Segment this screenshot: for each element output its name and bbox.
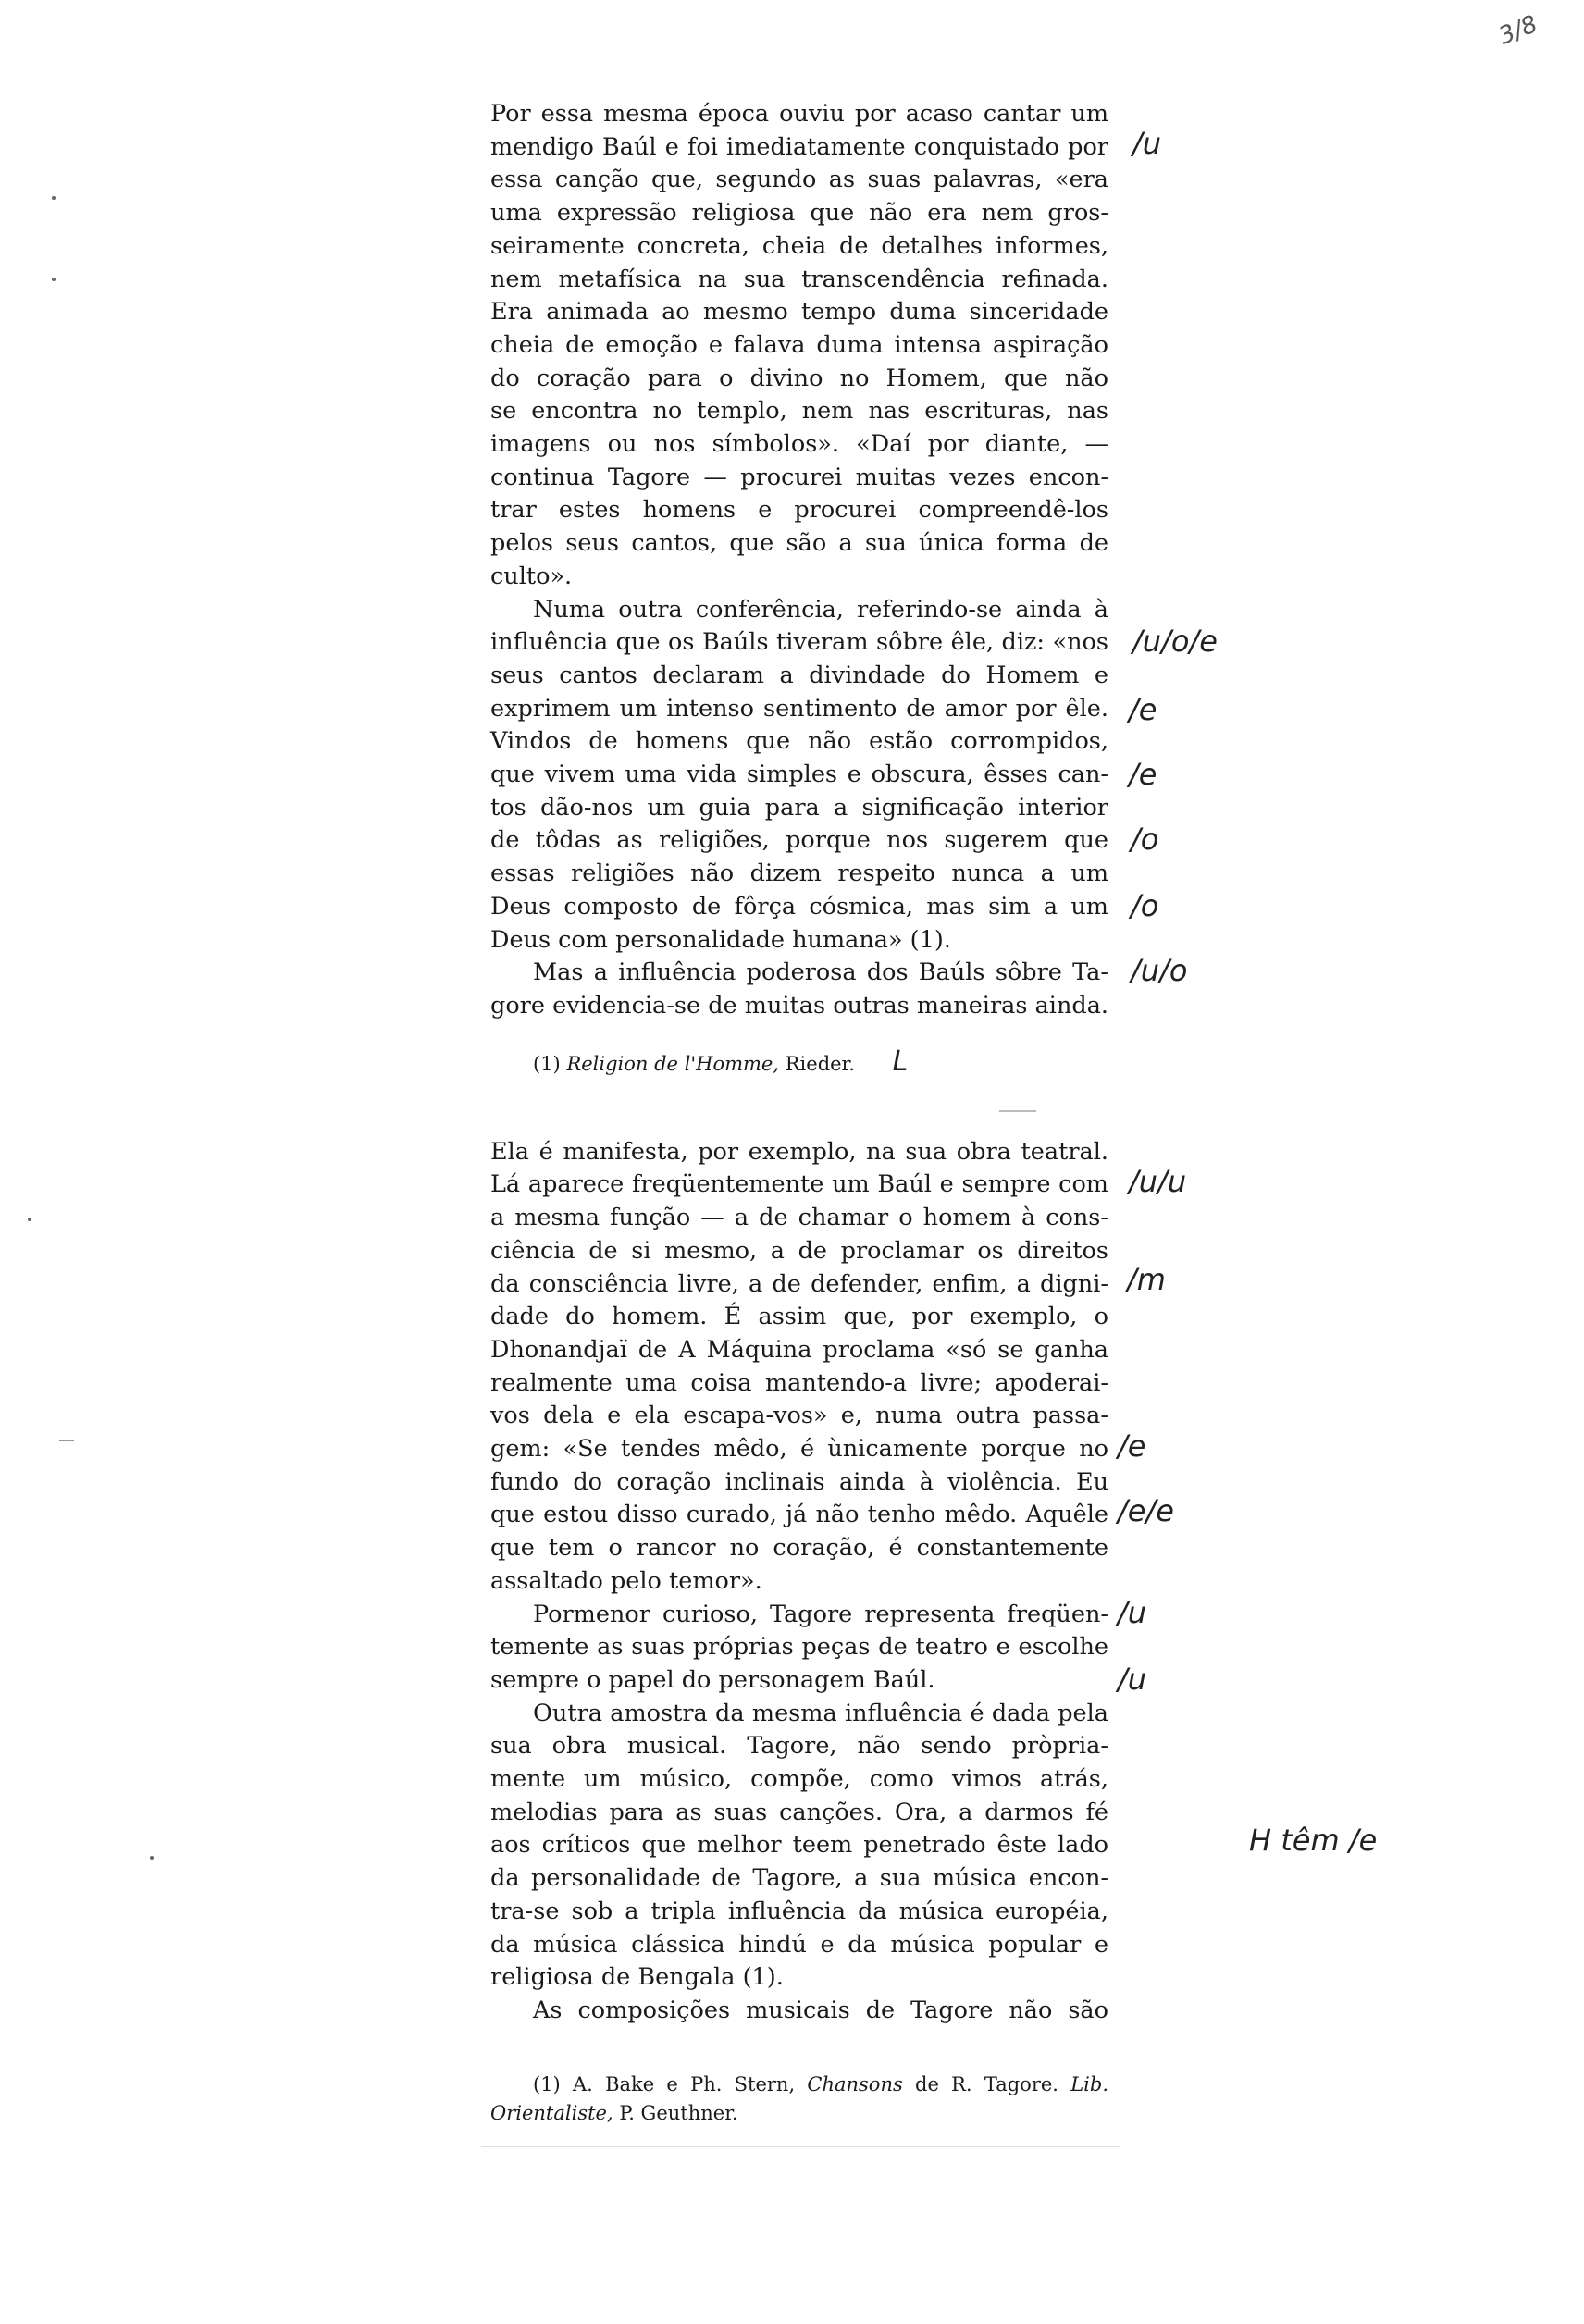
- scan-speck: [28, 1218, 31, 1221]
- handwritten-margin-mark: /o: [1131, 822, 1159, 857]
- text-line: continua Tagore — procurei muitas vezes encon-: [490, 463, 1108, 491]
- text-line: melodias para as suas canções. Ora, a darmos fé: [490, 1798, 1108, 1826]
- text-line: Mas a influência poderosa dos Baúls sôbre Ta-: [533, 958, 1108, 987]
- text-line: trar estes homens e procurei compreendê-los: [490, 496, 1108, 525]
- paragraph-block-1: [490, 98, 1108, 1023]
- text-line: Lá aparece freqüentemente um Baúl e sempre com: [490, 1170, 1108, 1199]
- text-line: que vivem uma vida simples e obscura, êsses can-: [490, 760, 1108, 789]
- text-line: religiosa de Bengala (1).: [490, 1963, 784, 1992]
- text-line: Pormenor curioso, Tagore representa freqüen-: [533, 1600, 1108, 1628]
- text-line: seus cantos declaram a divindade do Homem e: [490, 661, 1108, 689]
- text-line: temente as suas próprias peças de teatro e escolhe: [490, 1633, 1108, 1662]
- footnote-2: [490, 2071, 1108, 2128]
- footnote-text: de R. Tagore.: [915, 2072, 1058, 2095]
- footnote-italic: Orientaliste,: [490, 2101, 613, 2124]
- text-line: seiramente concreta, cheia de detalhes informes,: [490, 231, 1108, 260]
- scan-speck: [52, 278, 56, 281]
- text-line: sua obra musical. Tagore, não sendo pròpria-: [490, 1732, 1108, 1761]
- text-line: aos críticos que melhor teem penetrado êste lado: [490, 1831, 1108, 1860]
- text-line: Ela é manifesta, por exemplo, na sua obra teatral.: [490, 1137, 1108, 1166]
- text-line: sempre o papel do personagem Baúl.: [490, 1665, 935, 1694]
- text-line: de tôdas as religiões, porque nos sugerem que: [490, 826, 1108, 855]
- footnote-title: Religion de l'Homme,: [566, 1052, 780, 1075]
- text-line: Era animada ao mesmo tempo duma sinceridade: [490, 298, 1108, 327]
- text-line: assaltado pelo temor».: [490, 1566, 762, 1595]
- handwritten-margin-mark: /e/e: [1118, 1493, 1174, 1528]
- handwritten-margin-mark: /e: [1129, 757, 1157, 792]
- text-line: exprimem um intenso sentimento de amor por êle.: [490, 694, 1108, 723]
- text-line: essas religiões não dizem respeito nunca a um: [490, 859, 1108, 888]
- text-line: mendigo Baúl e foi imediatamente conquistado por: [490, 132, 1108, 161]
- text-line: da consciência livre, a de defender, enfim, a digni-: [490, 1269, 1108, 1298]
- handwritten-margin-mark: /u: [1132, 126, 1162, 161]
- text-line: nem metafísica na sua transcendência refinada.: [490, 265, 1108, 293]
- text-line: gore evidencia-se de muitas outras maneiras ainda.: [490, 991, 1108, 1020]
- handwritten-margin-mark: /u/u: [1129, 1164, 1187, 1199]
- text-line: Por essa mesma época ouviu por acaso cantar um: [490, 100, 1108, 128]
- text-line: uma expressão religiosa que não era nem gros-: [490, 199, 1108, 228]
- handwritten-margin-mark: /u: [1118, 1662, 1147, 1697]
- text-line: realmente uma coisa mantendo-a livre; apoderai-: [490, 1368, 1108, 1397]
- text-line: imagens ou nos símbolos». «Daí por diante, —: [490, 430, 1108, 459]
- text-line: Vindos de homens que não estão corrompidos,: [490, 727, 1108, 756]
- scan-speck: [150, 1856, 154, 1860]
- text-line: Dhonandjaï de A Máquina proclama «só se ganha: [490, 1335, 1108, 1364]
- handwritten-margin-mark: H têm /e: [1249, 1823, 1378, 1858]
- text-column: [490, 98, 1108, 2128]
- handwritten-margin-mark: /u/o/e: [1132, 624, 1218, 659]
- text-line: gem: «Se tendes mêdo, é ùnicamente porque no: [490, 1435, 1108, 1464]
- footnote-italic: Lib.: [1070, 2072, 1108, 2095]
- text-line: ciência de si mesmo, a de proclamar os direitos: [490, 1236, 1108, 1265]
- text-line: do coração para o divino no Homem, que não: [490, 364, 1108, 392]
- text-line: culto».: [490, 562, 573, 590]
- handwritten-margin-mark: /u/o: [1131, 953, 1188, 988]
- text-line: cheia de emoção e falava duma intensa aspiração: [490, 330, 1108, 359]
- scan-speck: [52, 196, 56, 200]
- footnote-ref: (1) A. Bake e Ph. Stern,: [533, 2072, 796, 2095]
- text-line: se encontra no templo, nem nas escrituras, nas: [490, 397, 1108, 426]
- text-line: vos dela e ela escapa-vos» e, numa outra passa-: [490, 1402, 1108, 1430]
- text-line: dade do homem. É assim que, por exemplo, o: [490, 1303, 1108, 1331]
- text-line: a mesma função — a de chamar o homem à cons-: [490, 1204, 1108, 1232]
- corner-annotation: 3/8: [1494, 10, 1541, 51]
- handwritten-margin-mark: /e: [1129, 692, 1157, 727]
- handwritten-margin-mark: /e: [1118, 1428, 1146, 1464]
- text-line: Outra amostra da mesma influência é dada pela: [533, 1699, 1108, 1727]
- text-line: essa canção que, segundo as suas palavras, «era: [490, 166, 1108, 194]
- handwritten-margin-mark: /m: [1127, 1262, 1166, 1297]
- text-line: Numa outra conferência, referindo-se ainda à: [533, 595, 1108, 624]
- footnote-text: P. Geuthner.: [619, 2101, 738, 2124]
- text-line: da música clássica hindú e da música popular e: [490, 1930, 1108, 1959]
- text-line: Deus composto de fôrça cósmica, mas sim a um: [490, 892, 1108, 921]
- scan-line: [59, 1440, 74, 1441]
- handwritten-margin-mark: /o: [1131, 888, 1159, 923]
- handwritten-margin-mark: /u: [1118, 1595, 1147, 1630]
- text-line: tra-se sob a tripla influência da música européia,: [490, 1897, 1108, 1925]
- text-line: fundo do coração inclinais ainda à violência. Eu: [490, 1467, 1108, 1496]
- footnote-publisher: Rieder.: [785, 1052, 855, 1075]
- scan-line: [481, 2146, 1120, 2147]
- scan-line: [999, 1110, 1036, 1112]
- text-line: Deus com personalidade humana» (1).: [490, 925, 951, 954]
- text-line: tos dão-nos um guia para a significação interior: [490, 793, 1108, 822]
- text-line: influência que os Baúls tiveram sôbre êle, diz: «nos: [490, 628, 1108, 657]
- text-line: pelos seus cantos, que são a sua única forma de: [490, 529, 1108, 558]
- handwritten-footnote-mark: L: [892, 1045, 909, 1078]
- footnote-1: [490, 1047, 1108, 1079]
- footnote-italic: Chansons: [807, 2072, 903, 2095]
- text-line: que tem o rancor no coração, é constantemente: [490, 1534, 1108, 1563]
- text-line: da personalidade de Tagore, a sua música encon-: [490, 1864, 1108, 1893]
- text-line: mente um músico, compõe, como vimos atrás,: [490, 1765, 1108, 1794]
- text-line: As composições musicais de Tagore não são: [533, 1996, 1108, 2024]
- footnote-number: (1): [533, 1052, 561, 1075]
- paragraph-block-2: [490, 1136, 1108, 2028]
- text-line: que estou disso curado, já não tenho mêdo. Aquêle: [490, 1501, 1108, 1529]
